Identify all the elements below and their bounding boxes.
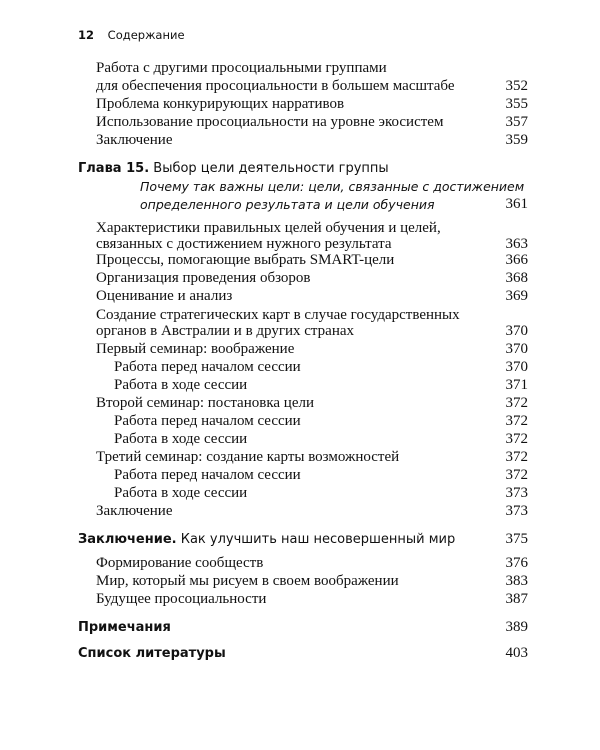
toc-entry-page: 370 [505,323,528,339]
running-header [78,28,185,42]
toc-entry-page: 372 [505,395,528,411]
toc-entry-title: органов в Австралии и в других странах [96,323,355,339]
toc-entry-page: 357 [505,114,528,130]
section-name: Как улучшить наш несовершенный мир [176,532,456,547]
toc-entry-title: Оценивание и анализ [96,288,233,304]
toc-entry-title: определенного результата и цели обучения [140,197,435,212]
toc-entry-page: 389 [505,619,528,635]
toc-entry-page: 383 [505,573,528,589]
toc-entry-page: 372 [505,449,528,465]
toc-entry-title: Проблема конкурирующих нарративов [96,96,345,112]
toc-entry-page: 371 [505,377,528,393]
toc-entry-page: 370 [505,341,528,357]
toc-entry-page: 369 [505,288,528,304]
toc-chapter-title [78,160,389,177]
page-number: 12 [78,28,95,42]
toc-entry-title: для обеспечения просоциальности в большем масштабе [96,78,455,94]
toc-entry-page: 363 [505,236,528,252]
toc-entry-title: Первый семинар: воображение [96,341,295,357]
toc-entry-title: Заключение [96,503,173,519]
toc-entry-title: Создание стратегических карт в случае государственных [96,307,460,323]
toc-entry-title: Мир, который мы рисуем в своем воображении [96,573,399,589]
toc-section-title: Примечания [78,620,171,635]
toc-entry-title: Процессы, помогающие выбрать SMART-цели [96,252,395,268]
toc-entry-page: 372 [505,431,528,447]
toc-section-title [78,531,455,548]
toc-entry-title: Работа перед началом сессии [114,359,301,375]
toc-entry-title: Будущее просоциальности [96,591,267,607]
running-title: Содержание [107,28,185,42]
toc-entry-title: Работа в ходе сессии [114,431,248,447]
toc-entry-page: 403 [505,645,528,661]
toc-entry-title: Использование просоциальности на уровне экосистем [96,114,444,130]
toc-entry-title: Третий семинар: создание карты возможностей [96,449,400,465]
toc-entry-title: Второй семинар: постановка цели [96,395,314,411]
toc-entry-title: Работа с другими просоциальными группами [96,60,387,76]
toc-entry-title: Характеристики правильных целей обучения и целей, [96,220,441,236]
toc-entry-title: Организация проведения обзоров [96,270,311,286]
toc-entry-page: 376 [505,555,528,571]
toc-entry-page: 352 [505,78,528,94]
toc-entry-page: 361 [505,196,528,212]
toc-entry-title: Работа перед началом сессии [114,413,301,429]
toc-entry-page: 375 [505,531,528,547]
toc-entry-page: 359 [505,132,528,148]
toc-entry-title: Заключение [96,132,173,148]
toc-entry-page: 370 [505,359,528,375]
toc-entry-page: 387 [505,591,528,607]
toc-entry-title: Работа в ходе сессии [114,485,248,501]
toc-entry-page: 355 [505,96,528,112]
toc-entry-title: Формирование сообществ [96,555,264,571]
toc-entry-title: Работа перед началом сессии [114,467,301,483]
chapter-name: Выбор цели деятельности группы [149,161,389,176]
section-label: Заключение. [78,532,177,547]
chapter-label: Глава 15. [78,161,150,176]
toc-entry-title: связанных с достижением нужного результата [96,236,392,252]
toc-entry-page: 366 [505,252,528,268]
toc-entry-page: 368 [505,270,528,286]
toc-section-title: Список литературы [78,646,226,661]
toc-entry-page: 372 [505,467,528,483]
toc-entry-page: 372 [505,413,528,429]
toc-entry-title: Работа в ходе сессии [114,377,248,393]
toc-entry-title: Почему так важны цели: цели, связанные с достижением [140,179,525,194]
toc-entry-page: 373 [505,503,528,519]
toc-entry-page: 373 [505,485,528,501]
